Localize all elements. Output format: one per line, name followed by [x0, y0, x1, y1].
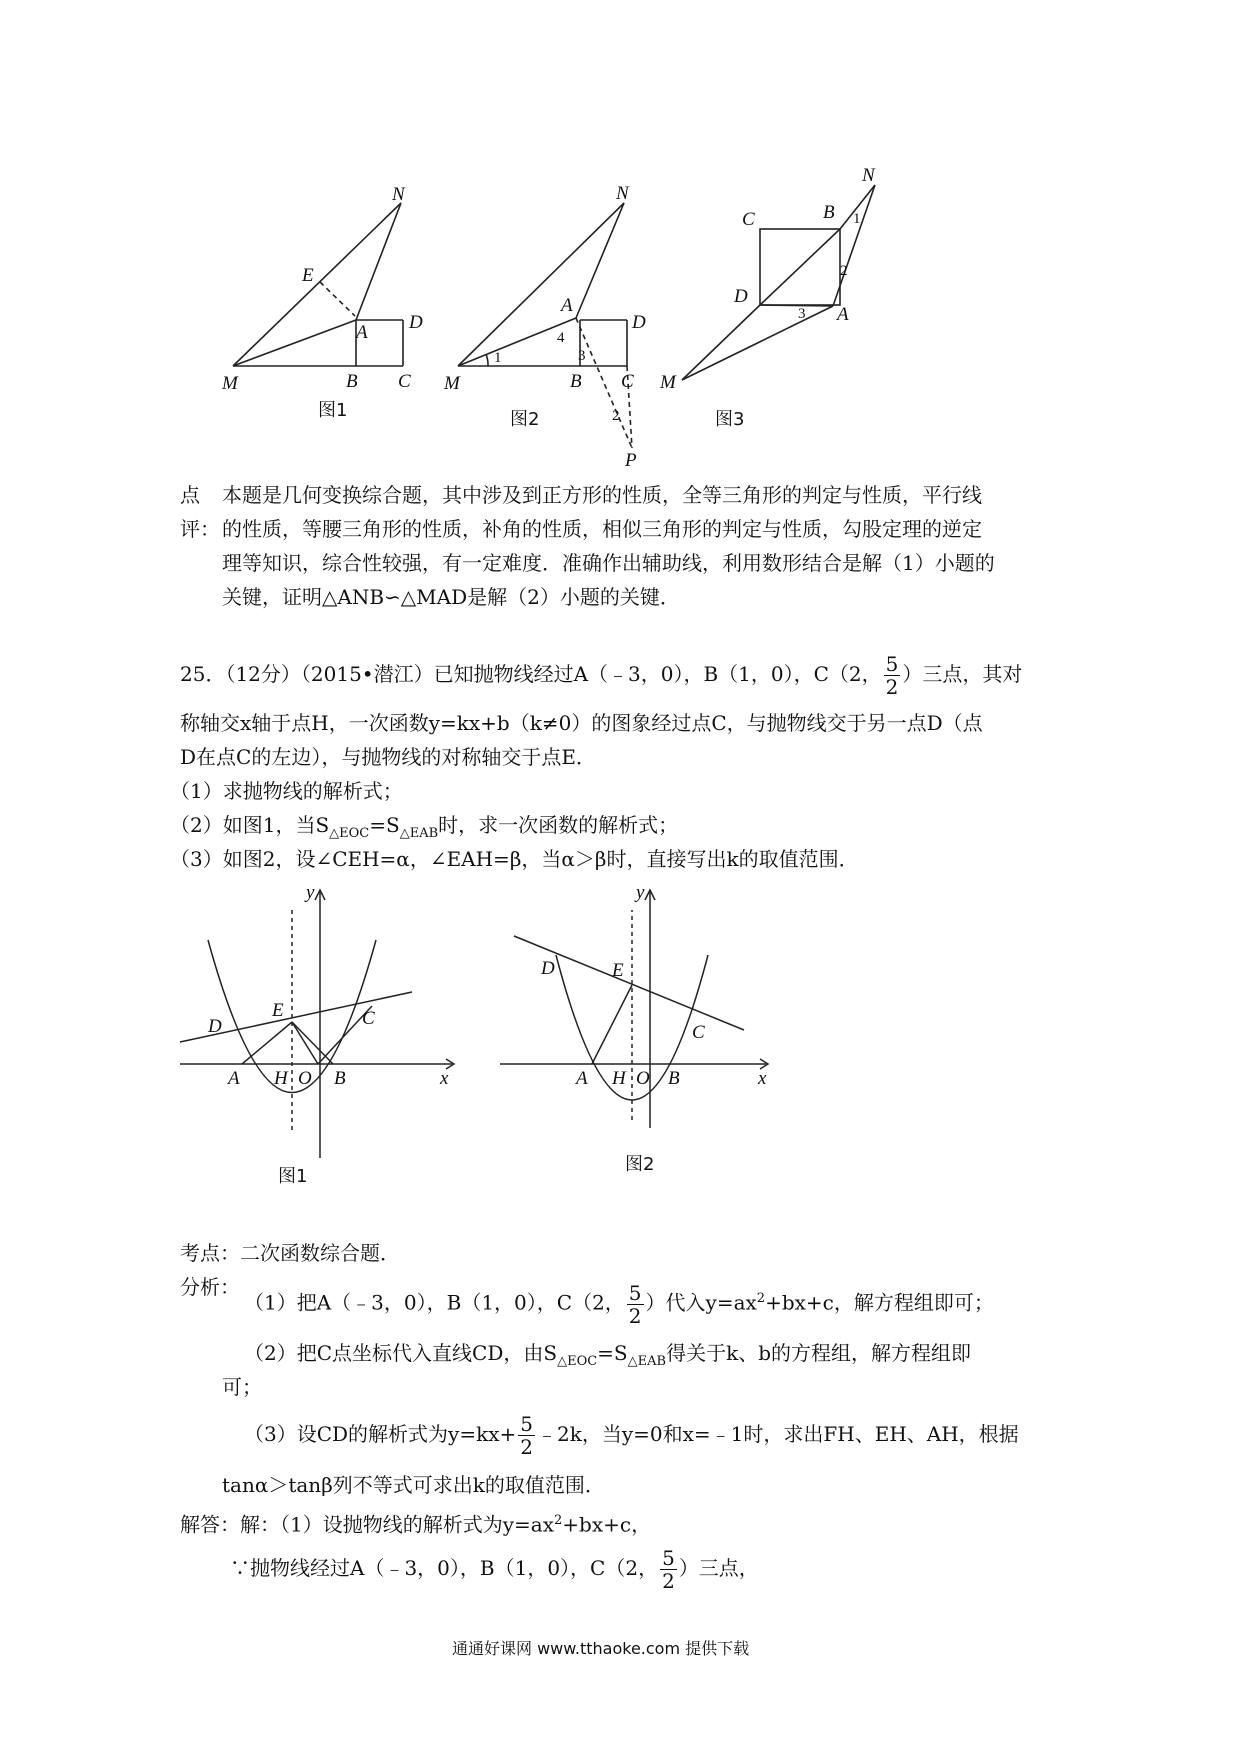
fig2-label-A: A	[561, 295, 573, 316]
fraction-denominator: 2	[885, 675, 899, 699]
jieda-2-part-b: ）三点，	[678, 1556, 759, 1580]
mid-fig1-label-B: B	[334, 1068, 346, 1089]
question-2-part-c: 时，求一次函数的解析式；	[438, 813, 679, 837]
mid-fig1-label-C: C	[362, 1008, 375, 1029]
jieda-label: 解答：	[180, 1512, 240, 1537]
question-1: （1）求抛物线的解析式；	[170, 779, 403, 803]
mid-fig2-label-B: B	[668, 1068, 680, 1089]
jieda-1-part-a: 解：（1）设抛物线的解析式为y=ax	[240, 1512, 554, 1537]
fig3-angle-1: 1	[853, 211, 861, 227]
mid-fig1-label-x: x	[440, 1068, 449, 1089]
fig2-label-D: D	[632, 312, 646, 333]
mid-fig1-label-H: H	[274, 1068, 288, 1089]
analysis-2-sub-2: △EAB	[627, 1354, 667, 1369]
analysis-2-part-c: 得关于k、b的方程组，解方程组即	[666, 1341, 971, 1365]
mid-fig2-label-C: C	[692, 1022, 705, 1043]
fraction-numerator: 5	[628, 1280, 642, 1305]
fig2-label-P: P	[625, 450, 637, 471]
fig3-label-C: C	[742, 209, 755, 230]
jieda-2	[230, 1548, 759, 1591]
kaodian-row	[180, 1236, 400, 1270]
question-2-sub-1: △EOC	[329, 826, 370, 841]
mid-fig2-label-D: D	[541, 958, 555, 979]
comment-label-2: 评：	[180, 517, 220, 541]
fig3-label-N: N	[862, 165, 875, 186]
analysis-2-sub-1: △EOC	[557, 1354, 598, 1369]
mid-fig2-label-x: x	[758, 1068, 767, 1089]
fraction-numerator: 5	[662, 1546, 675, 1570]
jieda-2-fraction	[660, 1548, 677, 1591]
mid-fig1-label-y: y	[306, 882, 315, 903]
analysis-1	[244, 1282, 994, 1326]
fig1-label-M: M	[222, 373, 238, 394]
fig2-label-C: C	[621, 371, 634, 392]
question-2-sub-2: △EAB	[399, 826, 439, 841]
fig3-label-A: A	[837, 304, 849, 325]
fig2-angle-1: 1	[494, 350, 502, 366]
fig3-angle-2: 2	[840, 263, 848, 279]
fenxi-label: 分析：	[180, 1275, 240, 1299]
fig3-caption: 图3	[715, 409, 745, 430]
fig3-label-B: B	[823, 202, 835, 223]
fig2-label-B: B	[570, 371, 582, 392]
fraction-numerator: 5	[885, 652, 899, 676]
fig2-angle-2: 2	[612, 408, 620, 424]
problem-line-1-text: 25．（12分）（2015•潜江）已知抛物线经过A（﹣3，0），B（1，0），C（2，	[180, 662, 882, 686]
mid-fig2-label-O: O	[636, 1068, 650, 1089]
mid-fig2-label-H: H	[612, 1068, 626, 1089]
fig3-label-M: M	[660, 372, 676, 393]
mid-fig1-caption: 图1	[278, 1166, 308, 1187]
mid-fig1-label-A: A	[228, 1068, 240, 1089]
problem-line-1-tail: ）三点，其对	[902, 662, 1023, 686]
mid-fig2-caption: 图2	[625, 1154, 655, 1175]
footer-text: 通通好课网 www.tthaoke.com 提供下载	[452, 1639, 750, 1658]
fig1-label-N: N	[392, 184, 405, 205]
fig1-label-A: A	[356, 322, 368, 343]
mid-fig1-label-O: O	[298, 1068, 312, 1089]
fraction-denominator: 2	[662, 1569, 675, 1593]
analysis-1-part-c: +bx+c，解方程组即可；	[765, 1290, 994, 1315]
comment-line-2: 的性质，等腰三角形的性质，补角的性质，相似三角形的判定与性质，勾股定理的逆定	[222, 517, 982, 541]
fig1-caption: 图1	[318, 400, 348, 421]
fig2-caption: 图2	[510, 409, 540, 430]
analysis-2	[244, 1336, 971, 1379]
top-figures	[0, 0, 1240, 480]
question-2-part-b: =S	[369, 813, 400, 837]
problem-fraction	[884, 654, 901, 697]
fig2-label-M: M	[444, 373, 460, 394]
analysis-3-part-b: ﹣2k，当y=0和x=﹣1时，求出FH、EH、AH，根据	[537, 1422, 1019, 1446]
comment-line-1: 本题是几何变换综合题，其中涉及到正方形的性质，全等三角形的判定与性质，平行线	[222, 483, 982, 507]
fig3-angle-3: 3	[798, 306, 806, 322]
fraction-denominator: 2	[628, 1303, 642, 1328]
analysis-1-part-a: （1）把A（﹣3，0），B（1，0），C（2，	[244, 1290, 625, 1315]
jieda-2-part-a: ∵抛物线经过A（﹣3，0），B（1，0），C（2，	[230, 1556, 659, 1580]
analysis-1-part-b: ）代入y=ax	[645, 1290, 757, 1315]
analysis-3	[244, 1414, 1019, 1457]
problem-line-2: 称轴交x轴于点H，一次函数y=kx+b（k≠0）的图象经过点C，与抛物线交于另一点D（点	[180, 711, 983, 735]
analysis-2-part-b: =S	[597, 1341, 628, 1365]
analysis-3-part-a: （3）设CD的解析式为y=kx+	[244, 1422, 517, 1446]
fig3-label-D: D	[734, 286, 748, 307]
analysis-3-fraction	[518, 1414, 535, 1457]
problem-line-3: D在点C的左边），与抛物线的对称轴交于点E．	[180, 745, 596, 769]
problem-line-1	[180, 654, 1022, 697]
fig2-angle-3: 3	[578, 348, 586, 364]
kaodian-text: 二次函数综合题．	[240, 1241, 400, 1265]
question-3: （3）如图2，设∠CEH=α，∠EAH=β，当α＞β时，直接写出k的取值范围．	[170, 847, 859, 871]
kaodian-label: 考点：	[180, 1241, 240, 1265]
comment-label-1: 点	[180, 483, 200, 507]
mid-fig1-label-D: D	[208, 1016, 222, 1037]
fig1-label-D: D	[409, 312, 423, 333]
analysis-2-part-a: （2）把C点坐标代入直线CD，由S	[244, 1341, 558, 1365]
fraction-numerator: 5	[520, 1412, 534, 1436]
fig1-label-B: B	[346, 371, 358, 392]
jieda-1-exponent: 2	[553, 1513, 563, 1528]
mid-fig2-label-A: A	[576, 1068, 588, 1089]
analysis-1-exponent: 2	[756, 1291, 766, 1306]
analysis-2-continued: 可；	[222, 1375, 262, 1399]
jieda-row	[180, 1504, 651, 1542]
fig2-angle-4: 4	[557, 330, 565, 346]
fig1-label-C: C	[398, 371, 411, 392]
parabola-figures	[0, 870, 1240, 1187]
comment-line-4: 关键，证明△ANB∽△MAD是解（2）小题的关键．	[222, 585, 680, 609]
fig1-label-E: E	[302, 265, 314, 286]
jieda-1-part-b: +bx+c，	[562, 1512, 652, 1537]
mid-fig1-label-E: E	[272, 1000, 284, 1021]
mid-fig2-label-E: E	[612, 960, 624, 981]
fraction-denominator: 2	[520, 1435, 534, 1459]
analysis-1-fraction	[627, 1280, 644, 1328]
question-2-part-a: （2）如图1，当S	[170, 813, 330, 837]
analysis-3-continued: tanα＞tanβ列不等式可求出k的取值范围．	[222, 1473, 605, 1497]
fig2-label-N: N	[616, 183, 629, 204]
comment-line-3: 理等知识，综合性较强，有一定难度．准确作出辅助线，利用数形结合是解（1）小题的	[222, 551, 995, 575]
mid-fig2-label-y: y	[636, 882, 645, 903]
